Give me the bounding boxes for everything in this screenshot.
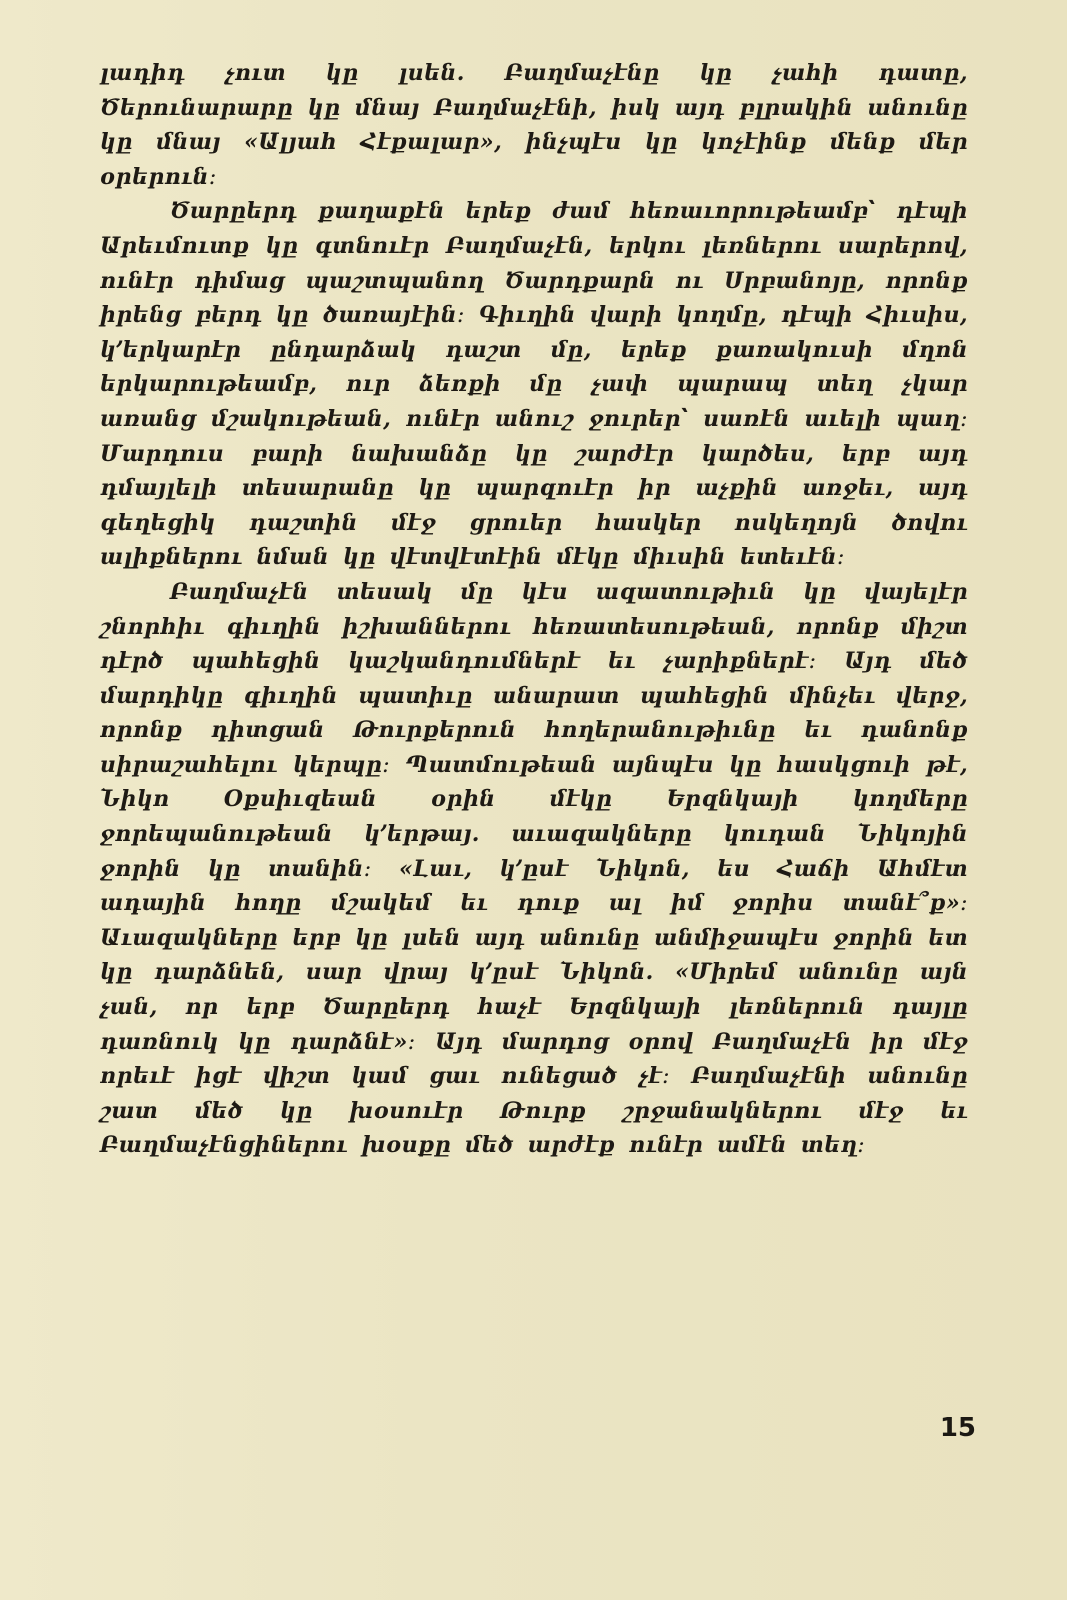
paragraph-3: Բաղմաչէն տեսակ մը կէս ազատութիւն կը վայելէր շնորհիւ գիւղին իշխաններու հեռատեսութեան, որոնք միշտ դէրծ պահեցին կաշկանդումներէ եւ չարիքներէ։ Այդ մեծ մարդիկը գիւղին պատիւը անարատ պահեցին մինչեւ վերջ, որոնք դիտցան Թուրքերուն հողերանութիւնը եւ դանոնք սիրաշահելու կերպը։ Պատմութեան այնպէս կը հասկցուի թէ, Նիկո Օքսիւզեան օրին մէկը Երզնկայի կողմերը ջորեպանութեան կ՚երթայ․ աւազակները կուդան Նիկոյին ջորին կը տանին։ «Լաւ, կ՚ըսէ Նիկոն, ես Հաճի Ահմէտ ադային հողը մշակեմ եւ դուք ալ իմ ջորիս տանէ՞ք»։ Աւազակները երբ կը լսեն այդ անունը անմիջապէս ջորին ետ կը դարձնեն, սար վրայ կ՚ըսէ Նիկոն․ «Միրեմ անունը այն չան, որ երբ Ծարըերդ հաչէ Երզնկայի լեռներուն դայլը դառնուկ կը դարձնէ»։ Այդ մարդոց օրով Բաղմաչէն իր մէջ որեւէ իցէ վիշտ կամ ցաւ ունեցած չէ։ Բաղմաչէնի անունը շատ մեծ կը խօսուէր Թուրք շրջանակներու մէջ եւ Բաղմաչէնցիներու խօսքը մեծ արժէք ունէր ամէն տեղ։ xyxy=(100,578,968,1159)
paragraph-1: լադիդ չուտ կը լսեն․ Բաղմաչէնը կը չահի դատը, Ծերունարարը կը մնայ Բաղմաչէնի, իսկ այդ բլրակին անունը կը մնայ «Ալյահ Հէքալար», ինչպէս կը կոչէինք մենք մեր օրերուն։ xyxy=(100,60,968,190)
paragraph-2: Ծարըերդ քաղաքէն երեք ժամ հեռաւորութեամբ՝ դէպի Արեւմուտք կը գտնուէր Բաղմաչէն, երկու լեռներու սարերով, ունէր դիմաց պաշտպանող Ծարդքարն ու Սրբանոյը, որոնք իրենց բերդ կը ծառայէին։ Գիւղին վարի կողմը, դէպի Հիւսիս, կ՚երկարէր ընդարձակ դաշտ մը, երեք քառակուսի մղոն երկարութեամբ, ուր ձեռքի մը չափ պարապ տեղ չկար առանց մշակութեան, ունէր անուշ ջուրեր՝ սառէն աւելի պաղ։ Մարդուս բարի նախանձը կը շարժէր կարծես, երբ այդ դմայլելի տեսարանը կը պարզուէր իր աչքին առջեւ, այդ գեղեցիկ դաշտին մէջ ցրուեր հասկեր ոսկեղոյն ծովու ալիքներու նման կը վէտվէտէին մէկը միւսին ետեւէն։ xyxy=(100,198,968,571)
page-number: 15 xyxy=(939,1413,976,1443)
body-text xyxy=(100,56,968,1163)
